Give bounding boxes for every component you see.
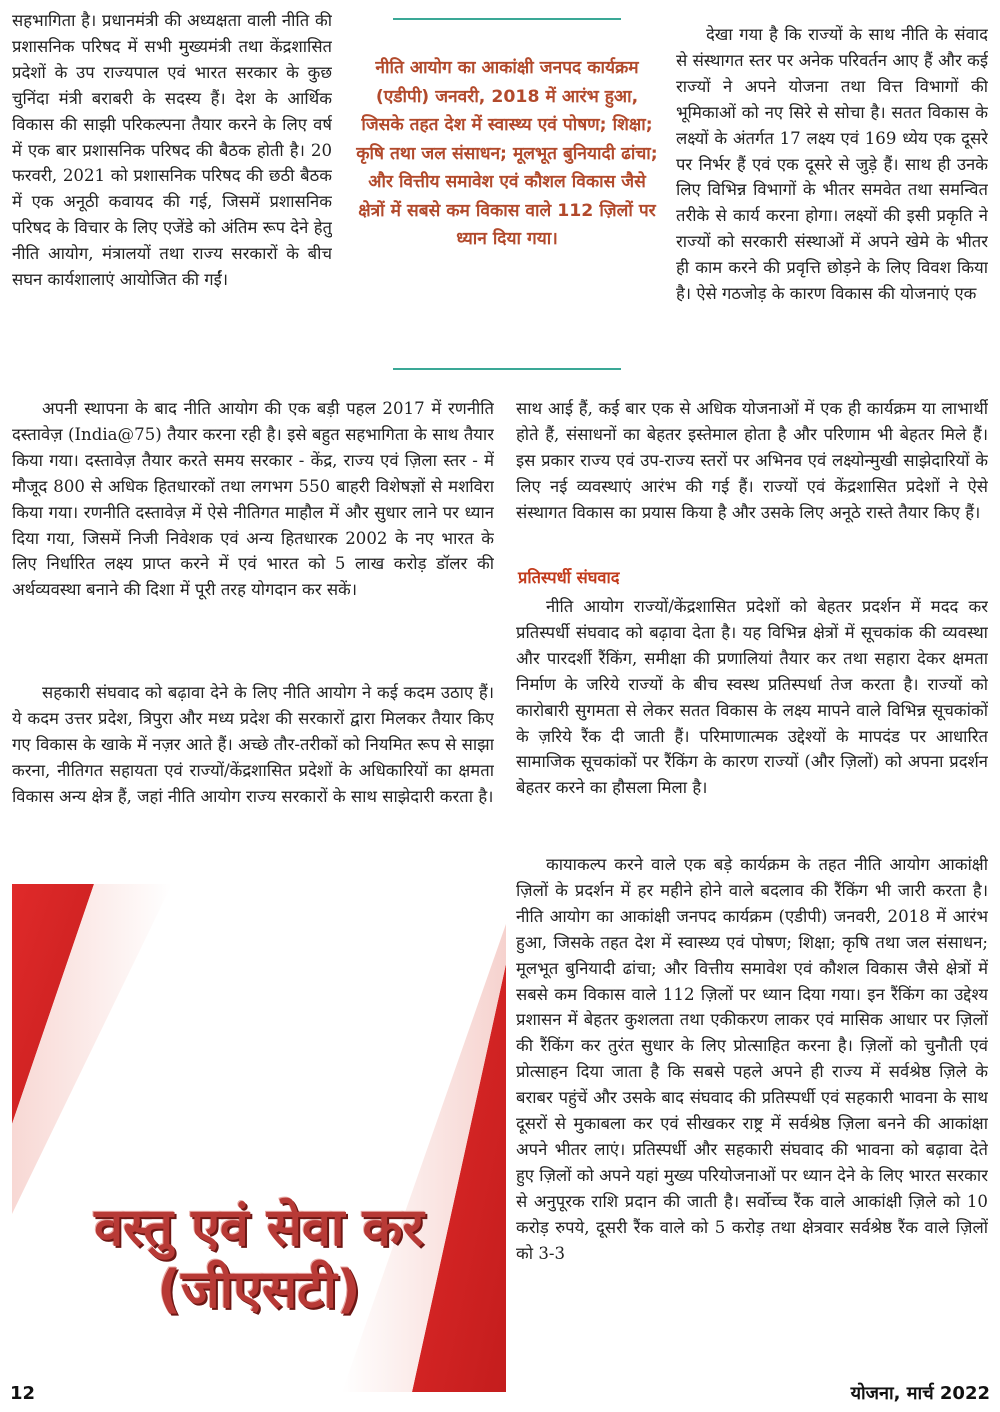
magazine-info: योजना, मार्च 2022 (850, 1383, 990, 1404)
pull-quote (348, 18, 666, 370)
right-col-paragraph-1: देखा गया है कि राज्यों के साथ नीति के संवाद से संस्थागत स्तर पर अनेक परिवर्तन आए हैं और कई राज्यों ने अपने योजना तथा वित्त विभागों की भूमिकाओं को नए सिरे से सोचा है। सतत विकास के लक्ष्यों के अंतर्गत 17 लक्ष्य एवं 169 ध्येय एक दूसरे पर निर्भर हैं एवं एक दूसरे से जुड़े हैं। साथ ही उनके लिए विभिन्न विभागों के भीतर समवेत तथा समन्वित तरीके से कार्य करना होगा। लक्ष्यों की इसी प्रकृति ने राज्यों को सरकारी संस्थाओं में अपने खेमे के भीतर ही काम करने की प्रवृत्ति छोड़ने के लिए विवश किया है। ऐसे गठजोड़ के कारण विकास की योजनाएं एक (676, 25, 988, 304)
gst-title-line-1: वस्तु एवं सेवा कर (94, 1198, 424, 1258)
pull-quote-bottom-rule (393, 368, 621, 370)
section-heading: प्रतिस्पर्धी संघवाद (518, 568, 620, 587)
gst-title-line-2: (जीएसटी) (157, 1260, 361, 1320)
right-col-paragraph-2: नीति आयोग राज्यों/केंद्रशासित प्रदेशों को बेहतर प्रदर्शन में मदद कर प्रतिस्पर्धी संघवाद को बढ़ावा देता है। यह विभिन्न क्षेत्रों में सूचकांक की व्यवस्था और पारदर्शी रैंकिंग, समीक्षा की प्रणालियां तैयार कर तथा सहारा देकर क्षमता निर्माण के जरिये राज्यों के बीच स्वस्थ प्रतिस्पर्धा तेज करता है। राज्यों को कारोबारी सुगमता से लेकर सतत विकास के लक्ष्य मापने वाले विभिन्न सूचकांकों के ज़रिये रैंक दी जाती हैं। परिमाणात्मक उद्देश्यों के मापदंड पर आधारित सामाजिक सूचकांकों पर रैंकिंग के कारण राज्यों (और ज़िलों) को अपना प्रदर्शन बेहतर करने का हौसला मिला है। (516, 597, 988, 798)
pull-quote-text: नीति आयोग का आकांक्षी जनपद कार्यक्रम (एडीपी) जनवरी, 2018 में आरंभ हुआ, जिसके तहत देश में स्वास्थ्य एवं पोषण; शिक्षा; कृषि तथा जल संसाधन; मूलभूत बुनियादी ढांचा; और वित्तीय समावेश एवं कौशल विकास जैसे क्षेत्रों में सबसे कम विकास वाले 112 ज़िलों पर ध्यान दिया गया। (356, 58, 658, 249)
pull-quote-top-rule (393, 18, 621, 20)
right-col-paragraph-3: कायाकल्प करने वाले एक बड़े कार्यक्रम के तहत नीति आयोग आकांक्षी ज़िलों के प्रदर्शन में हर महीने होने वाले बदलाव की रैंकिंग भी जारी करता है। नीति आयोग का आकांक्षी जनपद कार्यक्रम (एडीपी) जनवरी, 2018 में आरंभ हुआ, जिसके तहत देश में स्वास्थ्य एवं पोषण; शिक्षा; कृषि तथा जल संसाधन; मूलभूत बुनियादी ढांचा; और वित्तीय समावेश एवं कौशल विकास जैसे क्षेत्रों में सबसे कम विकास वाले 112 ज़िलों पर ध्यान दिया गया। इन रैंकिंग का उद्देश्य प्रशासन में बेहतर कुशलता तथा एकीकरण लाकर एवं मासिक आधार पर ज़िलों की रैंकिंग कर तुरंत सुधार के लिए प्रोत्साहित करना है। ज़िलों को चुनौती एवं प्रोत्साहन दिया जाता है कि सबसे पहले अपने ही राज्य में सर्वश्रेष्ठ ज़िले के बराबर पहुंचें और उसके बाद संघवाद की प्रतिस्पर्धी एवं सहकारी भावना के साथ दूसरों से मुकाबला कर एवं सीखकर राष्ट्र में सर्वश्रेष्ठ ज़िला बनने की आकांक्षा अपने भीतर लाएं। प्रतिस्पर्धी और सहकारी संघवाद की भावना को बढ़ावा देते हुए ज़िलों को अपने यहां मुख्य परियोजनाओं पर ध्यान देने के लिए भारत सरकार से अनुपूरक राशि प्रदान की जाती है। सर्वोच्च रैंक वाले आकांक्षी ज़िले को 10 करोड़ रुपये, दूसरी रैंक वाले को 5 करोड़ तथा क्षेत्रवार सर्वश्रेष्ठ रैंक वाले ज़िलों को 3-3 (516, 855, 988, 1263)
gst-image (12, 884, 506, 1392)
right-col-paragraph-1-continued: साथ आई हैं, कई बार एक से अधिक योजनाओं में एक ही कार्यक्रम या लाभार्थी होते हैं, संसाधनों का बेहतर इस्तेमाल होता है और परिणाम भी बेहतर मिले हैं। इस प्रकार राज्य एवं उप-राज्य स्तरों पर अभिनव एवं लक्ष्योन्मुखी साझेदारियों के लिए नई व्यवस्थाएं आरंभ की गई हैं। राज्यों एवं केंद्रशासित प्रदेशों ने ऐसे संस्थागत विकास का प्रयास किया है और उसके लिए अनूठे रास्ते तैयार किए हैं। (516, 399, 988, 522)
left-col-paragraph-2: अपनी स्थापना के बाद नीति आयोग की एक बड़ी पहल 2017 में रणनीति दस्तावेज़ (India@75) तैयार करना रही है। इसे बहुत सहभागिता के साथ तैयार किया गया। दस्तावेज़ तैयार करते समय सरकार - केंद्र, राज्य एवं ज़िला स्तर - में मौजूद 800 से अधिक हितधारकों तथा लगभग 550 बाहरी विशेषज्ञों से मशविरा किया गया। रणनीति दस्तावेज़ में ऐसे नीतिगत माहौल में और सुधार लाने पर ध्यान दिया गया, जिसमें निजी निवेशक एवं अन्य हितधारक 2002 के नए भारत के लिए निर्धारित लक्ष्य प्राप्त करने में एवं भारत को 5 लाख करोड़ डॉलर की अर्थव्यवस्था बनाने की दिशा में पूरी तरह योगदान कर सकें। (12, 399, 494, 600)
left-col-paragraph-3: सहकारी संघवाद को बढ़ावा देने के लिए नीति आयोग ने कई कदम उठाए हैं। ये कदम उत्तर प्रदेश, त्रिपुरा और मध्य प्रदेश की सरकारों द्वारा मिलकर तैयार किए गए विकास के खाके में नज़र आते हैं। अच्छे तौर-तरीकों को नियमित रूप से साझा करना, नीतिगत सहायता एवं राज्यों/केंद्रशासित प्रदेशों के अधिकारियों का क्षमता विकास अन्य क्षेत्र हैं, जहां नीति आयोग राज्य सरकारों के साथ साझेदारी करता है। (12, 683, 494, 806)
gst-title (12, 1197, 506, 1321)
left-col-paragraph-1: सहभागिता है। प्रधानमंत्री की अध्यक्षता वाली नीति की प्रशासनिक परिषद में सभी मुख्यमंत्री तथा केंद्रशासित प्रदेशों के उप राज्यपाल एवं भारत सरकार के कुछ चुनिंदा मंत्री बराबरी के सदस्य हैं। देश के आर्थिक विकास की साझी परिकल्पना तैयार करने के लिए वर्ष में एक बार प्रशासनिक परिषद की बैठक होती है। 20 फरवरी, 2021 को प्रशासनिक परिषद की छठी बैठक में एक अनूठी कवायद की गई, जिसमें प्रशासनिक परिषद के विचार के लिए एजेंडे को अंतिम रूप देने हेतु नीति आयोग, मंत्रालयों तथा राज्य सरकारों के बीच सघन कार्यशालाएं आयोजित की गईं। (12, 11, 332, 290)
page-number: 12 (10, 1383, 36, 1404)
